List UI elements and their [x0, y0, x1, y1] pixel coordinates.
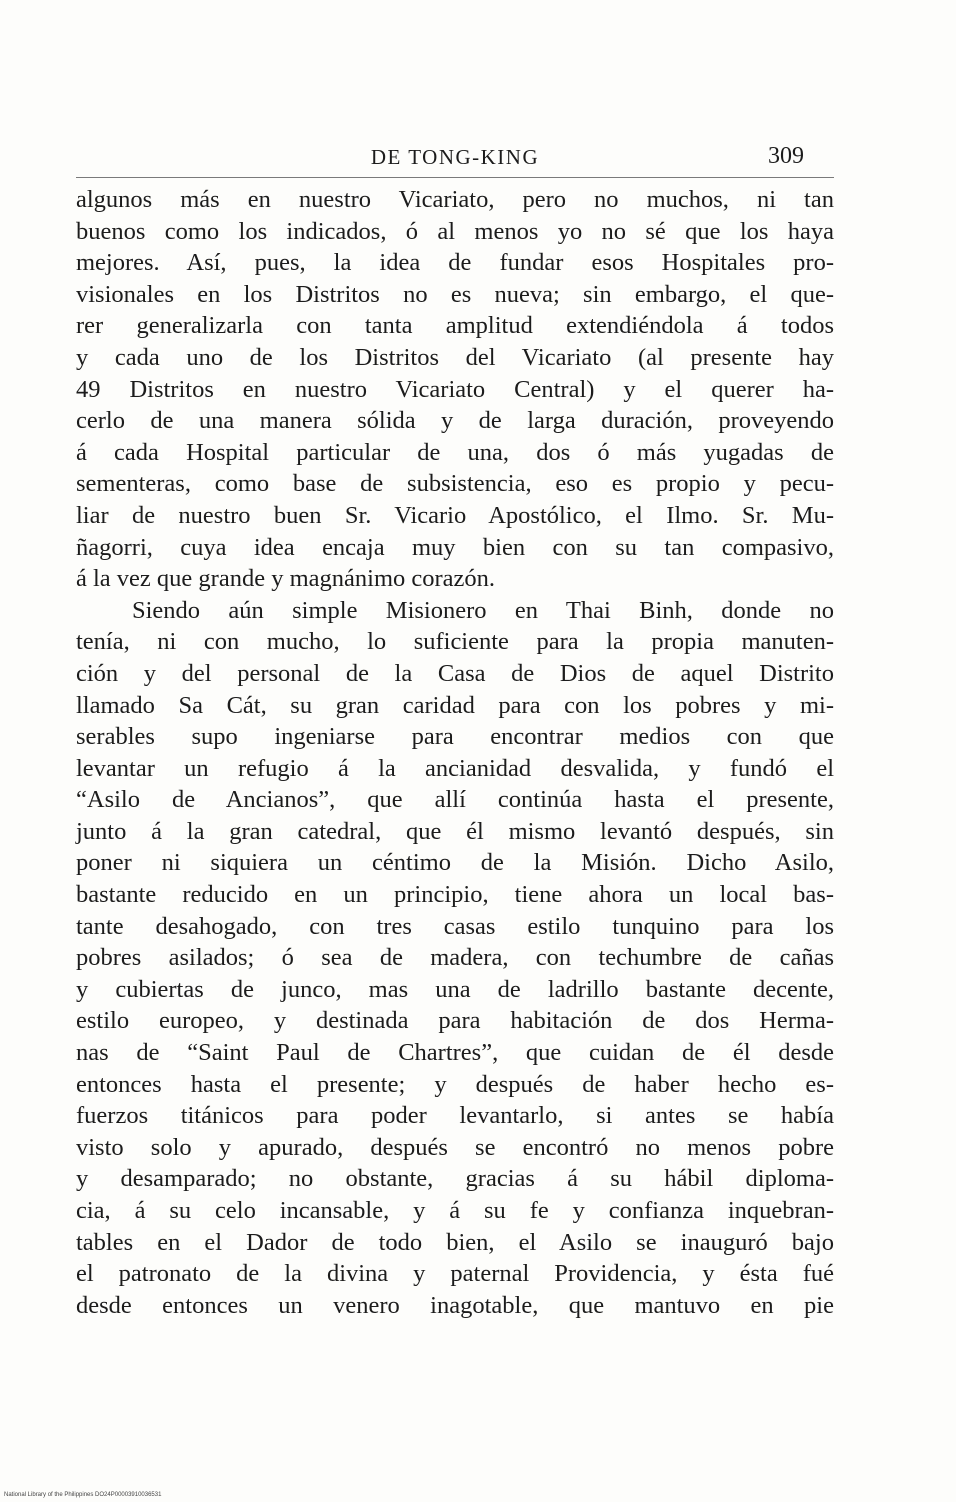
- text-line: á la vez que grande y magnánimo corazón.: [76, 565, 496, 593]
- text-line: buenos como los indicados, ó al menos yo no sé que los haya: [76, 217, 834, 245]
- text-line: á cada Hospital particular de una, dos ó más yugadas de: [76, 438, 834, 466]
- page-header: [76, 145, 834, 179]
- text-line: desde entonces un venero inagotable, que mantuvo en pie: [76, 1291, 834, 1319]
- text-line: tables en el Dador de todo bien, el Asilo se inauguró bajo: [76, 1228, 834, 1256]
- text-line: mejores. Así, pues, la idea de fundar esos Hospitales pro-: [76, 249, 834, 277]
- text-line: Siendo aún simple Misionero en Thai Binh, donde no: [132, 596, 834, 624]
- text-line: algunos más en nuestro Vicariato, pero no muchos, ni tan: [76, 186, 834, 213]
- text-line: “Asilo de Ancianos”, que allí continúa hasta el presente,: [76, 786, 834, 814]
- text-line: nas de “Saint Paul de Chartres”, que cuidan de él desde: [76, 1039, 834, 1067]
- text-line: el patronato de la divina y paternal Providencia, y ésta fué: [76, 1260, 834, 1288]
- text-line: y desamparado; no obstante, gracias á su hábil diploma-: [76, 1165, 834, 1193]
- text-line: fuerzos titánicos para poder levantarlo, si antes se había: [76, 1102, 834, 1130]
- text-line: tenía, ni con mucho, lo suficiente para la propia manuten-: [76, 628, 834, 656]
- text-line: ñagorri, cuya idea encaja muy bien con su tan compasivo,: [76, 533, 834, 561]
- text-line: llamado Sa Cát, su gran caridad para con los pobres y mi-: [76, 691, 834, 719]
- header-rule: [76, 177, 834, 178]
- page-number: 309: [768, 143, 804, 169]
- text-line: sementeras, como base de subsistencia, eso es propio y pecu-: [76, 470, 834, 498]
- text-line: entonces hasta el presente; y después de haber hecho es-: [76, 1070, 834, 1098]
- text-line: ción y del personal de la Casa de Dios de aquel Distrito: [76, 659, 834, 687]
- text-line: levantar un refugio á la ancianidad desvalida, y fundó el: [76, 754, 834, 782]
- running-head: DE TONG-KING: [370, 145, 540, 169]
- text-line: poner ni siquiera un céntimo de la Misión. Dicho Asilo,: [76, 849, 834, 877]
- text-line: estilo europeo, y destinada para habitación de dos Herma-: [76, 1007, 834, 1035]
- text-line: rer generalizarla con tanta amplitud extendiéndola á todos: [76, 312, 834, 340]
- text-line: 49 Distritos en nuestro Vicariato Central) y el querer ha-: [76, 375, 834, 403]
- text-line: visto solo y apurado, después se encontró no menos pobre: [76, 1133, 834, 1161]
- text-line: bastante reducido en un principio, tiene ahora un local bas-: [76, 881, 834, 909]
- text-line: cerlo de una manera sólida y de larga duración, proveyendo: [76, 407, 834, 435]
- text-line: tante desahogado, con tres casas estilo tunquino para los: [76, 912, 834, 940]
- text-line: liar de nuestro buen Sr. Vicario Apostólico, el Ilmo. Sr. Mu-: [76, 501, 834, 529]
- text-line: junto á la gran catedral, que él mismo levantó después, sin: [76, 817, 834, 845]
- text-line: serables supo ingeniarse para encontrar medios con que: [76, 723, 834, 751]
- text-line: cia, á su celo incansable, y á su fe y confianza inquebran-: [76, 1197, 834, 1224]
- paragraph: [76, 184, 834, 595]
- paragraph: [76, 595, 834, 1322]
- text-line: visionales en los Distritos no es nueva; sin embargo, el que-: [76, 280, 834, 308]
- body-text: [76, 184, 834, 1321]
- footer-credit: National Library of the Philippines DO24P00003910036531: [4, 1492, 162, 1498]
- text-line: pobres asilados; ó sea de madera, con techumbre de cañas: [76, 944, 834, 972]
- text-line: y cubiertas de junco, mas una de ladrillo bastante decente,: [76, 975, 834, 1003]
- text-line: y cada uno de los Distritos del Vicariato (al presente hay: [76, 343, 834, 371]
